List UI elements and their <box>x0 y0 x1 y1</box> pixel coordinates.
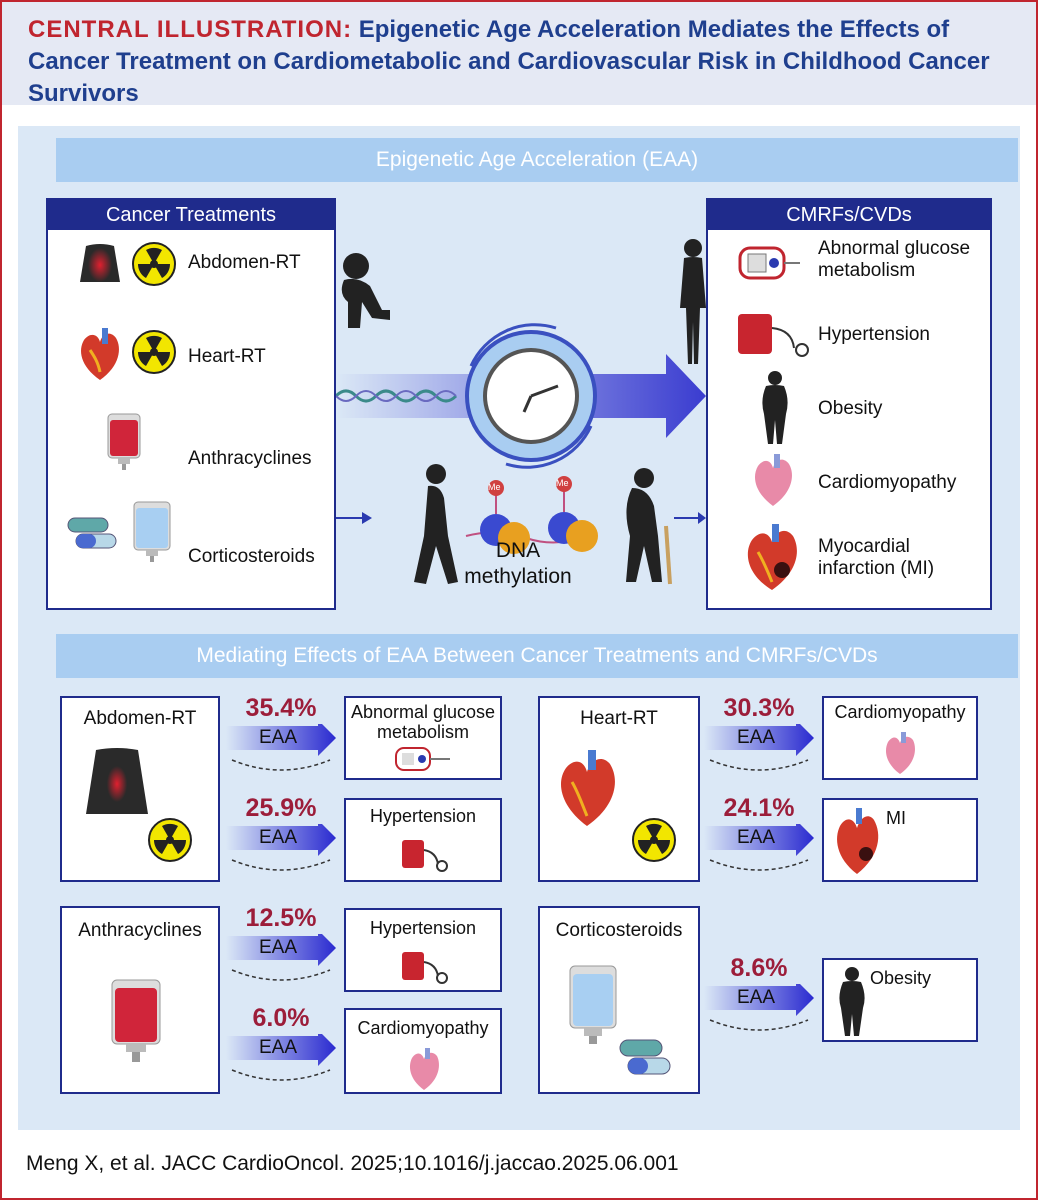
child-silhouette-icon <box>342 253 390 328</box>
group-abdomen-treatment-label: Abdomen-RT <box>83 708 197 729</box>
cardiomyopathy-heart-icon <box>406 1046 442 1092</box>
treatment-label-anthracyclines: Anthracyclines <box>188 448 312 469</box>
cancer-treatments-heading: Cancer Treatments <box>48 200 334 230</box>
cancer-treatments-box <box>46 198 336 610</box>
walking-person-icon <box>414 464 458 584</box>
eaa-arrow <box>226 824 336 852</box>
radiation-icon <box>632 818 676 862</box>
eaa-label: EAA <box>258 827 298 848</box>
iv-bag-blue-icon <box>568 964 618 1044</box>
iv-bag-red-icon <box>106 412 142 472</box>
eaa-arrow <box>704 984 814 1012</box>
group-anthracyclines-treatment-box <box>60 906 220 1094</box>
treatment-label-heart: Heart-RT <box>188 346 266 367</box>
torso-icon <box>84 746 150 816</box>
group-anthracyclines-treatment-label: Anthracyclines <box>78 920 202 941</box>
heart-icon <box>554 748 620 828</box>
outcome-mi-line1: Myocardial <box>818 536 910 557</box>
treatment-label-abdomen: Abdomen-RT <box>188 252 301 273</box>
radiation-icon <box>132 242 176 286</box>
iv-bag-blue-icon <box>132 500 172 562</box>
outcome-label-obesity: Obesity <box>818 398 883 419</box>
outcome-glucose-line2: metabolism <box>818 260 916 281</box>
percent-heart-mi: 24.1% <box>723 794 795 822</box>
outcome-box-glucose <box>344 696 502 780</box>
outcome-box-cardiomyopathy <box>822 696 978 780</box>
outcome-glucose-text <box>346 702 500 742</box>
eaa-arrow <box>226 724 336 752</box>
outcome-label-mi <box>818 536 934 580</box>
outcomes-heading: CMRFs/CVDs <box>708 200 990 230</box>
glucose-meter-icon <box>394 746 454 772</box>
eaa-arrow <box>226 934 336 962</box>
outcome-obesity-text: Obesity <box>870 968 932 988</box>
treatment-label-corticosteroids: Corticosteroids <box>188 546 315 567</box>
dna-methylation-label <box>458 538 578 590</box>
figure-title <box>28 14 1008 110</box>
title-text: Epigenetic Age Acceleration Mediates the Effects of Cancer Treatment on Cardiometabolic and Cardiovascular Risk in Childhood Cancer Survivors <box>28 16 990 107</box>
outcome-label-glucose <box>818 238 970 282</box>
heart-icon <box>76 326 124 382</box>
percent-abdomen-hypertension: 25.9% <box>245 794 317 822</box>
blood-pressure-cuff-icon <box>400 948 450 988</box>
blood-pressure-cuff-icon <box>734 308 814 360</box>
outcome-line2: metabolism <box>376 722 470 742</box>
eaa-label: EAA <box>258 1037 298 1058</box>
eaa-label: EAA <box>736 727 776 748</box>
main-panel <box>18 126 1020 1130</box>
pills-icon <box>66 516 122 550</box>
group-abdomen-treatment-box <box>60 696 220 882</box>
percent-corticosteroids-obesity: 8.6% <box>730 954 788 982</box>
iv-bag-red-icon <box>110 978 162 1064</box>
pills-icon <box>618 1038 674 1078</box>
eaa-arrow <box>704 824 814 852</box>
cardiomyopathy-heart-icon <box>750 452 796 508</box>
percent-heart-cardiomyopathy: 30.3% <box>723 694 795 722</box>
title-lead: CENTRAL ILLUSTRATION: <box>28 16 353 43</box>
obese-silhouette-icon <box>760 370 790 446</box>
eaa-label: EAA <box>736 827 776 848</box>
blood-pressure-cuff-icon <box>400 836 450 876</box>
eaa-section-bar: Epigenetic Age Acceleration (EAA) <box>56 138 1018 182</box>
radiation-icon <box>148 818 192 862</box>
mediation-section-bar: Mediating Effects of EAA Between Cancer Treatments and CMRFs/CVDs <box>56 634 1018 678</box>
outcome-label-hypertension: Hypertension <box>818 324 930 345</box>
outcome-box-hypertension <box>344 798 502 882</box>
eaa-label: EAA <box>258 727 298 748</box>
group-heart-treatment-box <box>538 696 700 882</box>
outcome-glucose-line1: Abnormal glucose <box>818 238 971 259</box>
mi-heart-icon <box>742 522 802 592</box>
outcome-hypertension-text: Hypertension <box>369 918 477 938</box>
dna-line1: DNA <box>495 539 541 562</box>
group-heart-treatment-label: Heart-RT <box>580 708 658 729</box>
radiation-icon <box>132 330 176 374</box>
me-label-1: Me <box>488 482 501 492</box>
outcome-box-mi <box>822 798 978 882</box>
citation: Meng X, et al. JACC CardioOncol. 2025;10.1016/j.jaccao.2025.06.001 <box>26 1152 679 1175</box>
mi-heart-icon <box>832 806 882 876</box>
group-corticosteroids-treatment-label: Corticosteroids <box>555 920 683 941</box>
percent-anthracyclines-cardiomyopathy: 6.0% <box>252 1004 310 1032</box>
torso-icon <box>78 242 122 284</box>
outcome-cardiomyopathy-text: Cardiomyopathy <box>834 702 966 722</box>
eaa-label: EAA <box>736 987 776 1008</box>
percent-anthracyclines-hypertension: 12.5% <box>245 904 317 932</box>
eaa-arrow <box>226 1034 336 1062</box>
obese-silhouette-icon <box>838 966 866 1038</box>
percent-abdomen-glucose: 35.4% <box>245 694 317 722</box>
outcome-mi-line2: infarction (MI) <box>818 558 935 579</box>
outcome-box-hypertension-2 <box>344 908 502 992</box>
eaa-arrow <box>704 724 814 752</box>
group-corticosteroids-treatment-box <box>538 906 700 1094</box>
eaa-label: EAA <box>258 937 298 958</box>
outcome-hypertension-text: Hypertension <box>369 806 477 826</box>
elderly-person-icon <box>626 468 670 584</box>
outcome-line1: Abnormal glucose <box>350 702 496 722</box>
outcome-label-cardiomyopathy: Cardiomyopathy <box>818 472 957 493</box>
header <box>2 2 1036 105</box>
me-label-2: Me <box>556 478 569 488</box>
outcome-mi-text: MI <box>886 808 906 828</box>
outcome-box-cardiomyopathy-2 <box>344 1008 502 1094</box>
glucose-meter-icon <box>738 244 802 284</box>
standing-adult-icon <box>678 238 708 366</box>
outcomes-box <box>706 198 992 610</box>
cardiomyopathy-heart-icon <box>882 730 918 776</box>
outcome-box-obesity <box>822 958 978 1042</box>
outcome-cardiomyopathy-text: Cardiomyopathy <box>357 1018 489 1038</box>
dna-line2: methylation <box>464 565 572 588</box>
